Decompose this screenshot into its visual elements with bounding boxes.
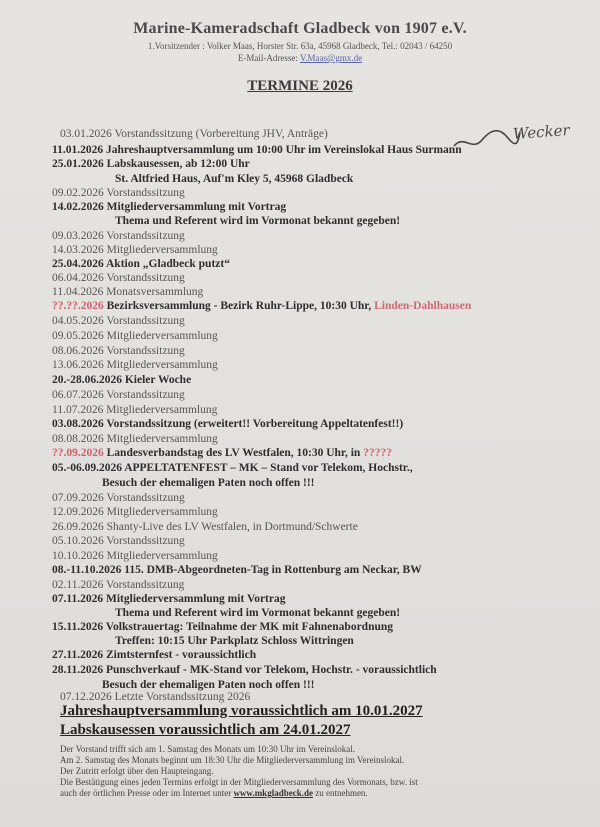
appointment-text: Zimtsternfest - voraussichtlich [106,649,257,661]
appointment-date: 03.01.2026 [60,128,115,140]
appointment-date: 05.10.2026 [52,535,107,547]
club-title: Marine-Kameradschaft Gladbeck von 1907 e.V. [133,20,467,37]
appointment-row [52,329,218,343]
appointment-text: Vorstandssitzung (Vorbereitung JHV, Anträge) [114,128,328,140]
appointment-text: Mitgliederversammlung [106,433,218,445]
appointment-row [52,157,250,171]
appointment-text: Besuch der ehemaligen Paten noch offen !!! [102,679,315,691]
appointment-text: Punschverkauf - MK-Stand vor Telekom, Hochstr. - voraussichtlich [106,664,437,676]
appointment-row [52,648,256,662]
appointment-date: 27.11.2026 [52,649,106,661]
appointment-date: 05.-06.09.2026 [52,462,125,474]
appointment-date: 13.06.2026 [52,359,107,371]
appointment-date: 08.-11.10.2026 [52,564,125,576]
appointment-date: 14.03.2026 [52,244,107,256]
appointment-date: 06.07.2026 [52,389,107,401]
appointment-row [52,344,185,358]
appointment-date: 12.09.2026 [52,506,107,518]
appointment-text: Mitgliederversammlung mit Vortrag [106,593,286,605]
appointment-text: Vorstandssitzung [106,535,185,547]
appointment-text: Vorstandssitzung [106,579,185,591]
appointment-date: 11.04.2026 [52,286,107,298]
appointment-row [115,172,353,186]
chairman-address: 1.Vorsitzender : Volker Maas, Horster Str. 63a, 45968 Gladbeck, Tel.: 02043 / 64250 [147,41,453,51]
appointment-text: Vorstandssitzung [106,315,185,327]
appointment-text: Treffen: 10:15 Uhr Parkplatz Schloss Wittringen [115,635,354,647]
appointment-text: Landesverbandstag des LV Westfalen, 10:30 Uhr, in [106,447,361,459]
appointment-row [52,285,203,299]
appointment-text: Vorstandssitzung [106,345,185,357]
appointment-row [52,403,217,417]
appointment-date: 08.06.2026 [52,345,107,357]
appointment-date: 11.07.2026 [52,404,107,416]
appointment-row [52,491,185,505]
appointment-row [52,461,413,475]
appointment-row [52,299,471,313]
appointment-text: Besuch der ehemaligen Paten noch offen !!! [102,477,315,489]
appointment-row [52,314,185,328]
appointment-text: Vorstandssitzung [106,187,185,199]
appointment-text: Letzte Vorstandssitzung 2026 [114,691,251,703]
appointment-text: Mitgliederversammlung [106,244,218,256]
appointment-text: Vorstandssitzung [106,389,185,401]
appointment-row [52,243,218,257]
appointment-date: 07.12.2026 [60,691,115,703]
appointment-date: 09.03.2026 [52,230,107,242]
appointment-text: Vorstandssitzung (erweitert!! Vorbereitung Appeltatenfest!!) [106,418,404,430]
appointment-date: 10.10.2026 [52,550,107,562]
footer-line: Der Vorstand trifft sich am 1. Samstag des Monats um 10:30 Uhr im Vereinslokal. [60,744,356,754]
appointment-row [60,127,328,141]
appointment-date: 11.01.2026 [52,144,106,156]
appointment-date: 06.04.2026 [52,272,107,284]
appointment-row [52,229,185,243]
appointment-row [52,143,462,157]
appointment-text: APPELTATENFEST – MK – Stand vor Telekom, Hochstr., [124,462,413,474]
appointment-text: Mitgliederversammlung [106,506,218,518]
appointment-text: 115. DMB-Abgeordneten-Tag in Rottenburg am Neckar, BW [124,564,422,576]
appointment-row [52,358,218,372]
appointment-date: 04.05.2026 [52,315,107,327]
appointment-row [52,200,286,214]
appointment-text: Mitgliederversammlung [106,404,218,416]
email-label: E-Mail-Adresse: [237,53,298,63]
footer-line: Der Zutritt erfolgt über den Haupteingang. [60,766,214,776]
appointment-row [115,634,354,648]
handwritten-note: Wecker [512,121,571,143]
appointment-text: Jahreshauptversammlung um 10:00 Uhr im Vereinslokal Haus Surmann [106,144,462,156]
appointment-date: 25.01.2026 [52,158,107,170]
appointment-text: Thema und Referent wird im Vormonat bekannt gegeben! [115,607,401,619]
appointment-text: Labskausessen, ab 12:00 Uhr [106,158,250,170]
appointment-date: 07.11.2026 [52,593,106,605]
appointment-text: Mitgliederversammlung [106,330,218,342]
appointment-row [52,620,393,634]
appointment-date: ??.??.2026 [52,300,107,312]
appointment-date: 03.08.2026 [52,418,107,430]
appointment-date: 26.09.2026 [52,521,107,533]
appointment-date: 08.08.2026 [52,433,107,445]
appointment-text: Mitgliederversammlung [106,359,218,371]
appointment-row [52,432,218,446]
appointment-text: Bezirksversammlung - Bezirk Ruhr-Lippe, 10:30 Uhr, [106,300,372,312]
appointment-date: 02.11.2026 [52,579,106,591]
appointment-text: Volkstrauertag: Teilnahme der MK mit Fahnenabordnung [105,621,394,633]
appointment-text: Mitgliederversammlung [106,550,218,562]
appointment-date: 15.11.2026 [52,621,106,633]
appointment-row [52,592,286,606]
footer-line: Die Bestätigung eines jeden Termins erfolgt in der Mitgliederversammlung des Vormonats, bzw. ist [60,777,418,787]
footer-line [60,788,368,799]
appointment-date: 20.-28.06.2026 [52,374,125,386]
appointment-row [52,663,437,677]
website-link[interactable]: www.mkgladbeck.de [233,788,313,798]
appointment-row [52,417,403,431]
appointment-text: Thema und Referent wird im Vormonat bekannt gegeben! [115,215,401,227]
highlight-jhv-2027: Jahreshauptversammlung voraussichtlich am 10.01.2027 [60,703,423,719]
appointment-date: ??.09.2026 [52,447,107,459]
appointment-text: St. Altfried Haus, Auf'm Kley 5, 45968 Gladbeck [115,173,354,185]
appointment-row [52,505,218,519]
appointment-text: Vorstandssitzung [106,272,185,284]
appointment-row [52,520,358,534]
section-title: TERMINE 2026 [247,78,353,94]
appointment-text: Aktion „Gladbeck putzt“ [106,258,230,270]
footer-text: auch der örtlichen Presse oder im Internet unter [60,788,232,798]
footer-text: zu entnehmen. [315,788,368,798]
appointment-row [52,563,422,577]
appointment-row [102,476,315,490]
appointment-row [115,214,400,228]
appointment-row [52,549,218,563]
appointment-text: Kieler Woche [124,374,192,386]
appointment-location-highlight: ????? [360,447,392,459]
appointment-text: Mitgliederversammlung mit Vortrag [106,201,287,213]
email-link[interactable]: V.Maas@gmx.de [299,53,363,63]
appointment-row [52,257,230,271]
appointment-row [52,186,185,200]
appointment-location-highlight: Linden-Dahlhausen [371,300,472,312]
appointment-text: Monatsversammlung [106,286,204,298]
appointment-text: Shanty-Live des LV Westfalen, in Dortmund/Schwerte [106,521,358,533]
appointment-date: 25.04.2026 [52,258,106,270]
appointment-row [52,534,185,548]
appointment-date: 09.05.2026 [52,330,107,342]
appointment-row [52,446,392,460]
appointment-row [52,373,191,387]
appointment-row [52,388,185,402]
appointment-row [60,690,250,704]
appointment-row [52,271,185,285]
appointment-text: Vorstandssitzung [106,492,185,504]
appointment-date: 28.11.2026 [52,664,106,676]
highlight-labskaus-2027: Labskausessen voraussichtlich am 24.01.2027 [60,722,351,738]
appointment-date: 14.02.2026 [52,201,107,213]
appointment-row [115,606,400,620]
appointment-date: 07.09.2026 [52,492,107,504]
appointment-text: Vorstandssitzung [106,230,185,242]
appointment-row [52,578,184,592]
footer-line: Am 2. Samstag des Monats beginnt um 18:30 Uhr die Mitgliederversammlung im Vereinslokal. [60,755,405,765]
appointment-date: 09.02.2026 [52,187,107,199]
